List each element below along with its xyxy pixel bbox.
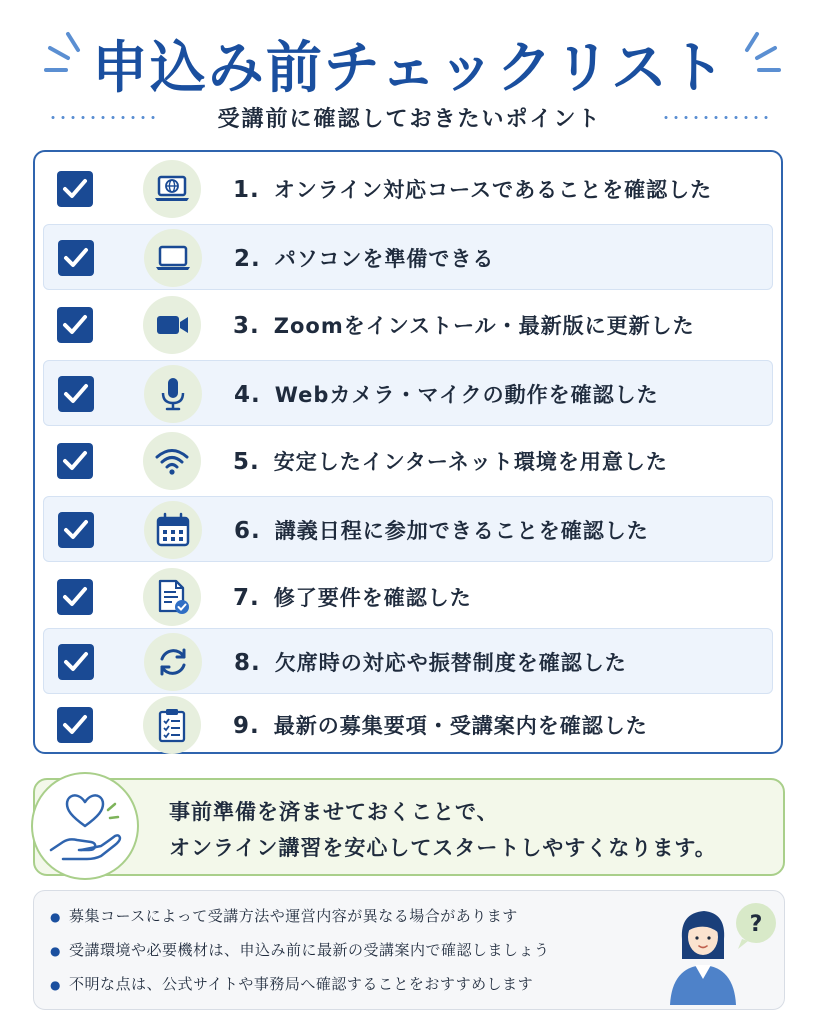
page-subtitle: 受講前に確認しておきたいポイント — [217, 107, 602, 132]
checklist-item-text: 2. パソコンを準備できる — [234, 246, 495, 272]
note-item: ● 募集コースによって受講方法や運営内容が異なる場合があります — [50, 907, 518, 925]
note-item: ● 不明な点は、公式サイトや事務局へ確認することをおすすめします — [50, 975, 534, 993]
icon-badge — [143, 568, 201, 626]
checkbox[interactable] — [57, 307, 93, 343]
checklist-item — [43, 628, 773, 694]
note-item: ● 受講環境や必要機材は、申込み前に最新の受講案内で確認しましょう — [50, 941, 550, 959]
checkbox[interactable] — [57, 707, 93, 743]
checkmark-icon — [62, 713, 88, 737]
icon-badge — [144, 365, 202, 423]
checklist-item-text: 4. Webカメラ・マイクの動作を確認した — [234, 382, 659, 408]
checklist-item-text: 8. 欠席時の対応や振替制度を確認した — [234, 650, 627, 676]
bullet-icon: ● — [50, 944, 61, 958]
checkbox[interactable] — [57, 171, 93, 207]
checklist-item — [43, 360, 773, 426]
icon-badge — [143, 696, 201, 754]
clipboard-list-icon — [152, 705, 192, 745]
message-box — [33, 778, 785, 876]
page-title: 申込み前チェックリスト — [91, 36, 728, 101]
refresh-icon — [153, 642, 193, 682]
notes-box — [33, 890, 785, 1010]
checkbox[interactable] — [58, 376, 94, 412]
checkmark-icon — [63, 246, 89, 270]
video-camera-icon — [152, 305, 192, 345]
checklist-item — [43, 292, 773, 358]
checklist-item — [43, 156, 773, 222]
laptop-icon — [153, 238, 193, 278]
icon-badge — [144, 633, 202, 691]
message-text-line1: 事前準備を済ませておくことで、 — [169, 800, 499, 824]
checklist-item — [43, 564, 773, 630]
checklist-item-text: 7. 修了要件を確認した — [233, 585, 472, 611]
checkmark-icon — [62, 313, 88, 337]
checklist-panel — [33, 150, 783, 754]
checklist-item — [43, 224, 773, 290]
wifi-icon — [152, 441, 192, 481]
microphone-icon — [153, 374, 193, 414]
bullet-icon: ● — [50, 910, 61, 924]
checklist-item — [43, 692, 773, 758]
checklist-item — [43, 428, 773, 494]
calendar-icon — [153, 510, 193, 550]
sparkle-right-icon — [737, 26, 787, 86]
bullet-icon: ● — [50, 978, 61, 992]
checkmark-icon — [62, 449, 88, 473]
checkbox[interactable] — [58, 240, 94, 276]
checkmark-icon — [63, 382, 89, 406]
checklist-item — [43, 496, 773, 562]
checkmark-icon — [62, 177, 88, 201]
laptop-globe-icon — [152, 169, 192, 209]
person-question-icon — [662, 893, 780, 1005]
checkbox[interactable] — [58, 512, 94, 548]
heart-hand-icon — [45, 784, 127, 868]
subtitle-area — [0, 100, 819, 136]
checklist-item-text: 6. 講義日程に参加できることを確認した — [234, 518, 649, 544]
checkmark-icon — [63, 650, 89, 674]
question-mark-text: ? — [749, 912, 763, 937]
checklist-item-text: 9. 最新の募集要項・受講案内を確認した — [233, 713, 648, 739]
checkmark-icon — [63, 518, 89, 542]
checkbox[interactable] — [57, 579, 93, 615]
checkmark-icon — [62, 585, 88, 609]
title-area — [0, 18, 819, 101]
checklist-item-text: 3. Zoomをインストール・最新版に更新した — [233, 313, 695, 339]
icon-badge — [143, 296, 201, 354]
checklist-item-text: 5. 安定したインターネット環境を用意した — [233, 449, 668, 475]
document-check-icon — [152, 577, 192, 617]
icon-badge — [143, 432, 201, 490]
message-text-line2: オンライン講習を安心してスタートしやすくなります。 — [169, 836, 717, 860]
dotted-divider-right — [661, 116, 771, 119]
icon-badge — [144, 229, 202, 287]
checkbox[interactable] — [57, 443, 93, 479]
checkbox[interactable] — [58, 644, 94, 680]
checklist-item-text: 1. オンライン対応コースであることを確認した — [233, 177, 713, 203]
icon-badge — [144, 501, 202, 559]
icon-badge — [31, 772, 139, 880]
icon-badge — [143, 160, 201, 218]
